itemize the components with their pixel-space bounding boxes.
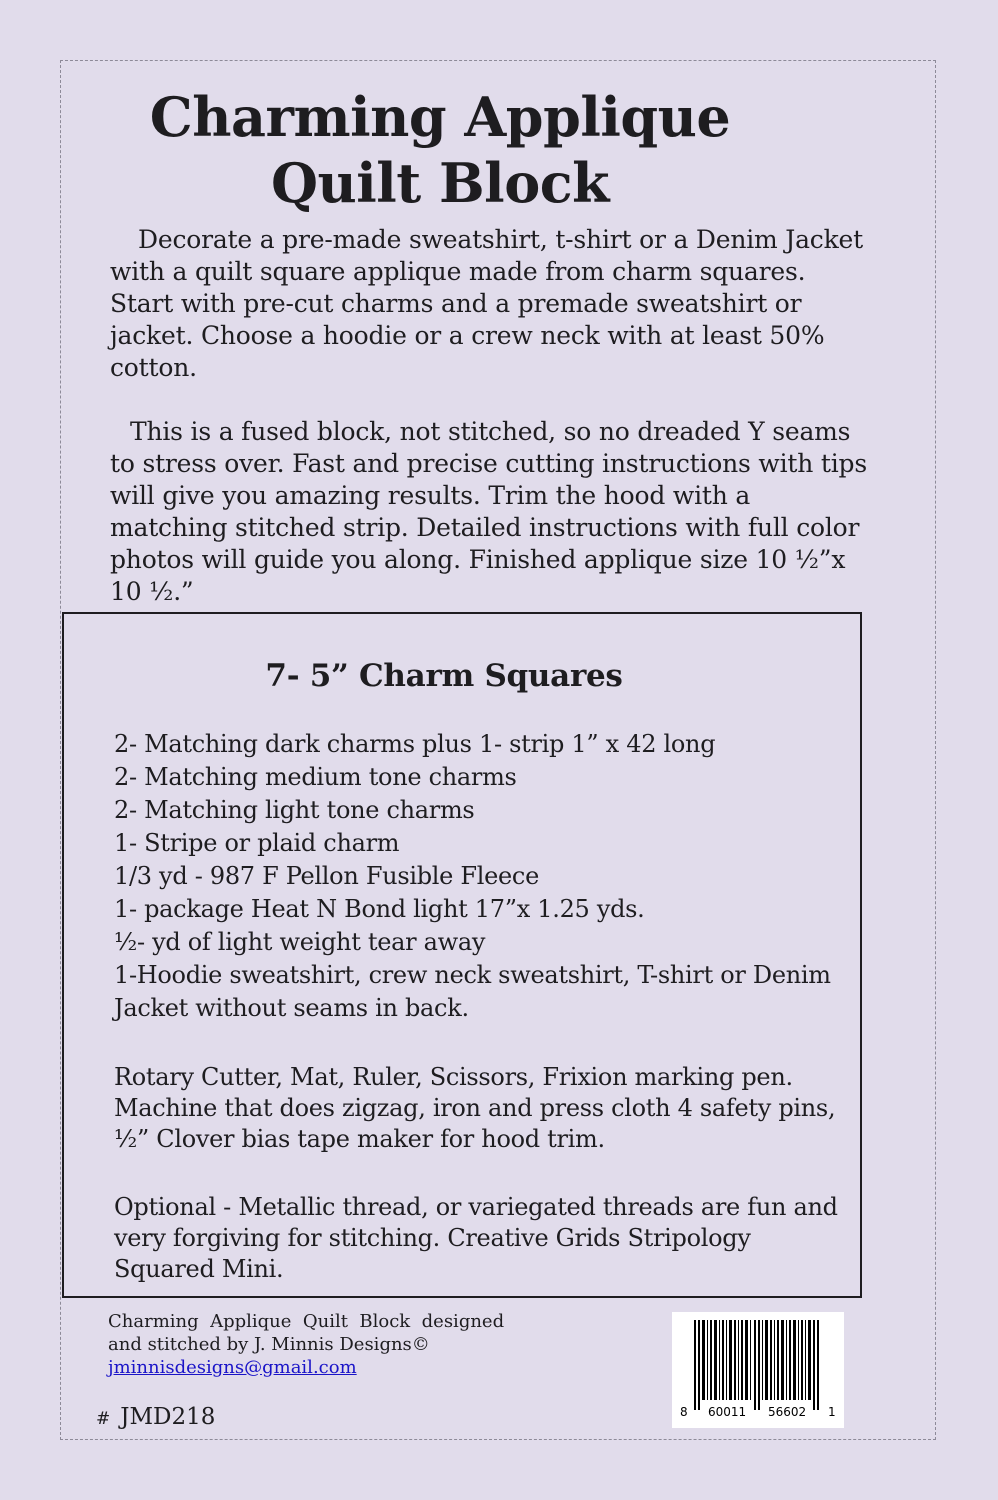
barcode-digit: 1 [828,1405,836,1419]
supplies-box [62,612,862,1298]
supplies-heading: 7- 5” Charm Squares [265,658,623,694]
barcode-digit: 56602 [768,1405,807,1419]
supply-item: 2- Matching medium tone charms [114,763,517,791]
barcode-digit: 8 [680,1405,688,1419]
email-link[interactable]: jminnisdesigns@gmail.com [108,1357,357,1378]
page-title [60,84,820,216]
barcode [672,1312,844,1428]
sku-code: JMD218 [120,1404,216,1430]
title-line-1: Charming Applique [149,85,731,149]
credits-line-2: and stitched by J. Minnis Designs© [108,1334,430,1355]
supply-item: 1- package Heat N Bond light 17”x 1.25 yds. [114,895,645,923]
sku-number [96,1402,215,1434]
barcode-digits [672,1405,844,1425]
supply-item: ½- yd of light weight tear away [114,928,486,956]
supply-item: 2- Matching light tone charms [114,796,475,824]
title-line-2: Quilt Block [270,151,610,215]
supply-item: 1/3 yd - 987 F Pellon Fusible Fleece [114,862,539,890]
supply-item: 2- Matching dark charms plus 1- strip 1” x 42 long [114,730,716,758]
barcode-digit: 60011 [708,1405,747,1419]
intro-paragraph-1: Decorate a pre-made sweatshirt, t-shirt or a Denim Jacket with a quilt square applique made from charm squares. Start with pre-cut charms and a premade sweatshirt or jacket. Choose a hoodie or a crew neck with at least 50% cotton. [110,225,864,382]
tools-paragraph: Rotary Cutter, Mat, Ruler, Scissors, Frixion marking pen. Machine that does zigzag, iron and press cloth 4 safety pins, ½” Clover bias tape maker for hood trim. [114,1063,836,1153]
sku-hash: # [96,1409,111,1429]
supply-item: 1- Stripe or plaid charm [114,829,400,857]
supply-list [114,728,854,1025]
optional-paragraph: Optional - Metallic thread, or variegated threads are fun and very forgiving for stitching. Creative Grids Stripology Squared Mini. [114,1193,838,1283]
supply-item: 1-Hoodie sweatshirt, crew neck sweatshirt, T-shirt or Denim Jacket without seams in back. [114,961,831,1022]
credits-line-1: Charming Applique Quilt Block designed [108,1311,505,1332]
credits-block [108,1310,508,1379]
intro-paragraph-2: This is a fused block, not stitched, so no dreaded Y seams to stress over. Fast and precise cutting instructions with tips will give you amazing results. Trim the hood with a matching stitched strip. Detailed instructions with full color photos will guide you along. Finished applique size 10 ½”x 10 ½.” [110,417,867,606]
intro-text [110,224,870,640]
